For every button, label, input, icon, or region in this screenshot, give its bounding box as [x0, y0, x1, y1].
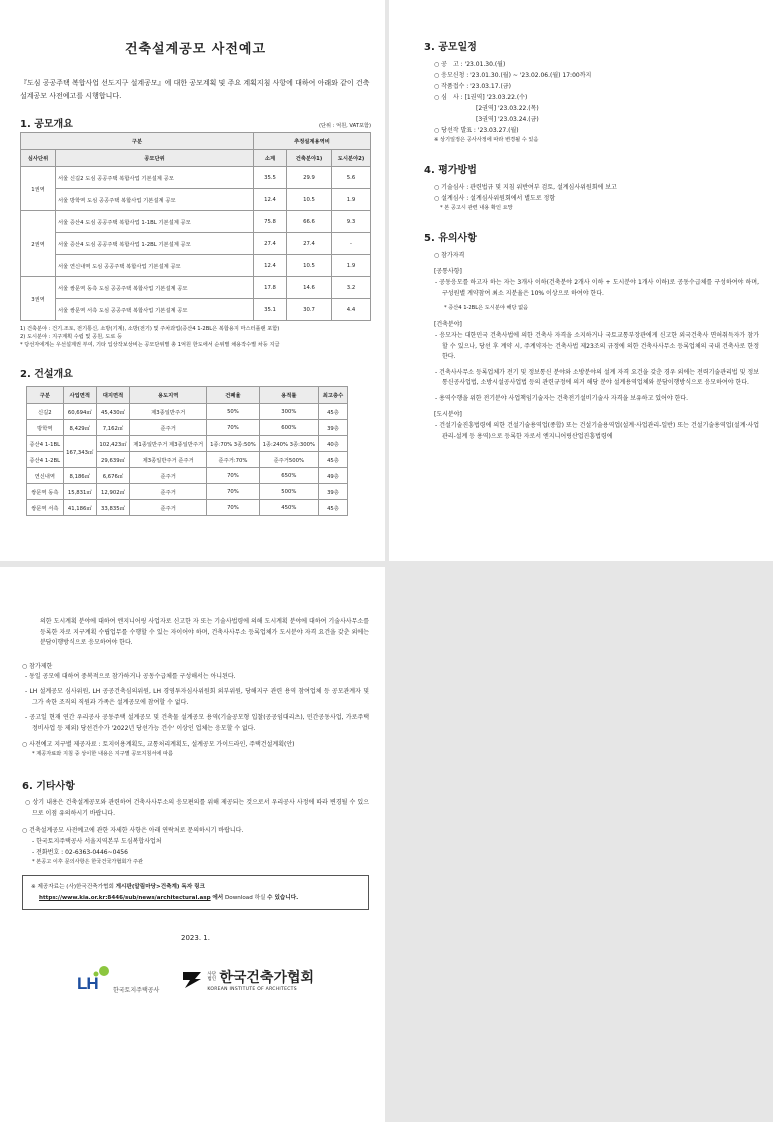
table-cell: 300% — [259, 404, 318, 420]
table-cell: 1권역 — [21, 167, 56, 211]
city-item: - 건설기술진흥법령에 의한 건설기술용역업(종합) 또는 건설기술용역업(설계·사업관리-일반) 또는 건설기술용역업(설계·사업관리-설계 등 용역)으로 등록한 자로서 엔지니어링산업진흥법령에 — [435, 422, 759, 440]
table-cell: 쌍문역 동측 — [27, 484, 64, 500]
table-cell: 제1종일반주거 제3종일반주거 — [130, 436, 207, 452]
ref-note: * 제공자료와 지침 중 상이한 내용은 지구별 공모지침서에 따름 — [32, 751, 174, 757]
table-row — [21, 277, 371, 299]
table-cell: 제3종일반주거 준주거 — [130, 452, 207, 468]
box-pre: ※ 제공자료는 (사)한국건축가협회 — [31, 884, 114, 890]
table-cell: 29,639㎡ — [96, 452, 129, 468]
eval-item: ○ 기술심사 : 관련법규 및 지침 위반여부 검토, 설계심사위원회에 보고 — [434, 184, 617, 191]
table-cell: 35.5 — [254, 167, 287, 189]
table-cell: 17.8 — [254, 277, 287, 299]
table-row — [27, 404, 348, 420]
th-group: 구분 — [21, 133, 254, 150]
table-cell: 준주거 — [130, 484, 207, 500]
table-cell: 연신내역 — [27, 468, 64, 484]
logos — [22, 964, 369, 994]
eval-note: * 본 공고시 관련 내용 확인 요망 — [440, 205, 513, 211]
table-cell: 66.6 — [287, 211, 332, 233]
table-row — [21, 211, 371, 233]
arch-item: - 용역수행을 위한 전기분야 사업책임기술자는 건축전기설비기술사 자격을 보유하고 있어야 한다. — [435, 394, 689, 402]
table-row — [21, 167, 371, 189]
table-cell: 70% — [207, 500, 259, 516]
table-row — [27, 468, 348, 484]
contact-line: - 한국토지주택공사 서울지역본부 도심복합사업처 — [32, 838, 162, 845]
table-cell: 신길2 — [27, 404, 64, 420]
table-cell: 서울 증산4 도심 공공주택 복합사업 1-1BL 기본설계 공모 — [56, 211, 254, 233]
th-c0: 구분 — [27, 387, 64, 404]
th-name: 공모단위 — [56, 150, 254, 167]
schedule-result: ○ 당선작 발표 : '23.03.27.(월) — [434, 127, 519, 134]
table-cell: 12.4 — [254, 189, 287, 211]
table-cell: 45층 — [319, 500, 348, 516]
table-cell: 준주거 — [130, 500, 207, 516]
arch-item: - 건축사사무소 등록업체가 전기 및 정보통신 분야와 소방분야의 설계 자격 요건을 갖춘 경우 외에는 전력기술관리법 및 정보통신공사업법, 소방시설공사업법 등의 관련규정에 의거 해당 분야 설계용역업체와 분담이행방식으로 응모하여야 한다. — [435, 368, 759, 386]
table-cell: 2권역 — [21, 211, 56, 277]
download-box — [22, 875, 369, 910]
page-2 — [389, 0, 773, 561]
schedule-item: ○ 응모신청 : '23.01.30.(월) ~ '23.02.06.(월) 17:00까지 — [434, 72, 592, 79]
limit-item: - LH 설계공모 심사위원, LH 공공건축심의위원, LH 경영투자심사위원회 외부위원, 당해지구 관련 용역 참여업체 등 공모관계자 및 그가 속한 조직의 직원과 가족은 설계공모에 참여할 수 없다. — [25, 688, 369, 706]
th-cost: 추정설계용역비 — [254, 133, 371, 150]
section-4-heading: 4. 평가방법 — [424, 165, 477, 176]
contact-line: - 전화번호 : 02-6363-0446~0456 — [32, 849, 128, 856]
ref-data: ○ 사전예고 지구별 제공자료 : 토지이용계획도, 교통처리계획도, 설계공모 가이드라인, 주택건설계획(안) — [22, 741, 295, 748]
page-3 — [0, 567, 385, 1122]
common-note: * 증산4 1-2BL은 도시분야 해당 없음 — [444, 305, 529, 311]
table-cell: 준주거500% — [259, 452, 318, 468]
table-cell: 1.9 — [332, 255, 371, 277]
table-cell: 7,162㎡ — [96, 420, 129, 436]
th-c3: 용도지역 — [130, 387, 207, 404]
table-cell: 39층 — [319, 420, 348, 436]
table-cell: 준주거 — [130, 420, 207, 436]
th-c4: 건폐율 — [207, 387, 259, 404]
table-row — [21, 299, 371, 321]
table-cell: 서울 증산4 도심 공공주택 복합사업 1-2BL 기본설계 공모 — [56, 233, 254, 255]
table-cell: 3.2 — [332, 277, 371, 299]
schedule-item: ○ 공 고 : '23.01.30.(월) — [434, 61, 506, 68]
table-cell: 쌍문역 서측 — [27, 500, 64, 516]
section-6-heading: 6. 기타사항 — [22, 781, 75, 792]
table-cell: 600% — [259, 420, 318, 436]
th-sum: 소계 — [254, 150, 287, 167]
table-cell: 650% — [259, 468, 318, 484]
table-cell: 서울 연신내역 도심 공공주택 복합사업 기본설계 공모 — [56, 255, 254, 277]
limit-item: - 공고일 현재 연간 우리공사 공동주택 설계공모 및 건축물 설계공모 용역(기술공모형 입찰(공공임대리츠), 민간공동사업, 가로주택정비사업 등 제외) 당선건수가 '2022년 당선가능 건수' 이상인 업체는 응모할 수 없다. — [25, 714, 369, 732]
unit-note: (단위 : 억원, VAT포함) — [319, 123, 371, 129]
schedule-judge-3: [3권역] '23.03.24.(금) — [476, 116, 539, 123]
schedule-note: ※ 상기일정은 공사사정에 따라 변경될 수 있음 — [434, 137, 539, 143]
table-notes — [20, 325, 371, 349]
table-cell: 서울 쌍문역 동측 도심 공공주택 복합사업 기본설계 공모 — [56, 277, 254, 299]
table-cell: 서울 방학역 도심 공공주택 복합사업 기본설계 공모 — [56, 189, 254, 211]
table-cell: 102,423㎡ — [96, 436, 129, 452]
common-heading: [공통사항] — [434, 268, 462, 275]
th-c5: 용적률 — [259, 387, 318, 404]
kia-logo — [181, 967, 314, 992]
note-1: 1) 건축분야 : 건기.조토, 전기통신, 소방(기계), 소방(전기) 및 주차과업(증산4 1-2BL은 복합용지 마스터플랜 포함) — [20, 326, 280, 332]
table-cell: 8,186㎡ — [63, 468, 96, 484]
city-heading: [도시분야] — [434, 411, 462, 418]
table-cell: - — [332, 233, 371, 255]
kia-name: 한국건축가협회 — [219, 969, 315, 986]
table-cell: 서울 신길2 도심 공공주택 복합사업 기본설계 공모 — [56, 167, 254, 189]
table-cell: 준주거 — [130, 468, 207, 484]
table-row — [27, 500, 348, 516]
schedule-item: ○ 심 사 : [1권역] '23.03.22.(수) — [434, 94, 528, 101]
table-cell: 75.8 — [254, 211, 287, 233]
section-2-heading: 2. 건설개요 — [20, 369, 73, 380]
table-cell: 45층 — [319, 452, 348, 468]
schedule-item: ○ 작품접수 : '23.03.17.(금) — [434, 83, 511, 90]
table-cell: 29.9 — [287, 167, 332, 189]
th-arch: 건축분야1) — [287, 150, 332, 167]
table-cell: 41,186㎡ — [63, 500, 96, 516]
lh-name: 한국토지주택공사 — [112, 987, 160, 994]
th-c6: 최고층수 — [319, 387, 348, 404]
table-cell: 4.4 — [332, 299, 371, 321]
limit-item: - 동일 공모에 대하여 중복적으로 참가하거나 공동수급체를 구성해서는 아니된다. — [25, 672, 236, 680]
box-post-1: 에서 — [212, 895, 224, 901]
table-cell: 9.3 — [332, 211, 371, 233]
doc-title: 건축설계공모 사전예고 — [124, 42, 267, 57]
lh-logo — [77, 964, 159, 994]
table-cell: 50% — [207, 404, 259, 420]
table-cell: 35.1 — [254, 299, 287, 321]
section-3-heading: 3. 공모일정 — [424, 42, 477, 53]
table-cell: 5.6 — [332, 167, 371, 189]
section-1-heading: 1. 공모개요 — [20, 119, 73, 130]
table-cell: 서울 쌍문역 서측 도심 공공주택 복합사업 기본설계 공모 — [56, 299, 254, 321]
table-cell: 증산4 1-2BL — [27, 452, 64, 468]
table-cell: 증산4 1-1BL — [27, 436, 64, 452]
table-cell: 33,835㎡ — [96, 500, 129, 516]
table-row — [27, 420, 348, 436]
eval-item: ○ 설계심사 : 설계심사위원회에서 별도로 정함 — [434, 195, 556, 202]
table-cell: 12.4 — [254, 255, 287, 277]
th-unit: 심사단위 — [21, 150, 56, 167]
th-c1: 사업면적 — [63, 387, 96, 404]
table-cell: 30.7 — [287, 299, 332, 321]
th-city: 도시분야2) — [332, 150, 371, 167]
competition-table — [20, 132, 371, 321]
table-cell: 70% — [207, 420, 259, 436]
kia-en: KOREAN INSTITUTE OF ARCHITECTS — [207, 986, 297, 992]
table-cell: 준주거:70% — [207, 452, 259, 468]
table-cell: 27.4 — [254, 233, 287, 255]
table-cell: 40층 — [319, 436, 348, 452]
table-cell: 27.4 — [287, 233, 332, 255]
table-cell: 8,429㎡ — [63, 420, 96, 436]
schedule-judge-2: [2권역] '23.03.22.(목) — [476, 105, 539, 112]
section-5-heading: 5. 유의사항 — [424, 233, 477, 244]
kia-prefix: 사단 법인 — [207, 971, 217, 982]
issue-date: 2023. 1. — [181, 934, 210, 942]
intro-text: 『도심 공공주택 복합사업 선도지구 설계공모』에 대한 공모계획 및 주요 계획지침 사항에 대하여 아래와 같이 건축설계공모 사전예고를 시행합니다. — [20, 79, 370, 100]
qual-heading: ○ 참가자격 — [434, 252, 465, 259]
table-cell: 39층 — [319, 484, 348, 500]
table-cell: 1.9 — [332, 189, 371, 211]
arch-item: - 응모자는 대한민국 건축사법에 의한 건축사 자격을 소지하거나 국토교통부장관에게 신고한 외국건축사 면허취득자가 참가할 수 있으나, 당선 후 계약 시, 주계약자는 건축사법 제23조의 규정에 의한 건축사사무소 등록업체의 국내 건축사로 한정한다. — [435, 332, 759, 360]
note-2: 2) 도시분야 : 지구계획 수립 및 공원, 도로 등 — [20, 334, 123, 340]
kia-emblem-icon — [181, 968, 203, 990]
table-cell: 15,831㎡ — [63, 484, 96, 500]
table-row — [21, 255, 371, 277]
table-cell: 167,343㎡ — [63, 436, 96, 468]
table-row — [27, 436, 348, 452]
table-cell: 60,694㎡ — [63, 404, 96, 420]
lh-mark: LH — [76, 974, 98, 993]
table-cell: 14.6 — [287, 277, 332, 299]
table-cell: 450% — [259, 500, 318, 516]
table-cell: 1종:240% 3종:300% — [259, 436, 318, 452]
city-continued: 의한 도시계획 분야에 대하여 엔지니어링 사업자로 신고한 자 또는 기술사법령에 의해 도시계획 분야에 대하여 기술사사무소를 등록한 자로 지구계획 수립업무를 수행할 수 있는 자이어야 하며, 건축사사무소 등록업체가 도시분야 자격 요건을 갖춘 외에는 분담이행방식으로 응모하여야 한다. — [40, 618, 369, 646]
table-cell: 1종:70% 3종:50% — [207, 436, 259, 452]
note-3: * 당선자에게는 우선설계권 부여, 기타 입상작보상비는 공모단위별 총 1억원 한도에서 순위별 채용작수별 차등 지급 — [20, 342, 280, 348]
table-cell: 45,430㎡ — [96, 404, 129, 420]
table-row — [21, 233, 371, 255]
table-cell: 제3종일반주거 — [130, 404, 207, 420]
arch-heading: [건축분야] — [434, 321, 462, 328]
table-row — [27, 484, 348, 500]
download-link[interactable]: https://www.kia.or.kr:8446/sub/news/architectural.asp — [39, 895, 211, 901]
table-row — [21, 189, 371, 211]
table-cell: 10.5 — [287, 189, 332, 211]
table-cell: 6,676㎡ — [96, 468, 129, 484]
table-cell: 500% — [259, 484, 318, 500]
table-cell: 70% — [207, 484, 259, 500]
construction-table — [26, 386, 348, 516]
table-cell: 49층 — [319, 468, 348, 484]
etc-para-1: ○ 상기 내용은 건축설계공모와 관련하여 건축사사무소의 응모편의를 위해 제공되는 것으로서 우리공사 사정에 따라 변경될 수 있으므로 이점 유의하시기 바랍니다. — [25, 799, 369, 817]
contact-note: * 본공고 이후 문의사항은 한국건국가협회가 주관 — [32, 859, 144, 865]
table-cell: 70% — [207, 468, 259, 484]
common-item: - 공동응모를 하고자 하는 자는 3개사 이하(건축분야 2개사 이하 + 도시분야 1개사 이하)로 공동수급체를 구성하여야 하며, 구성원별 계약참여 최소 지분율은 10% 이상으로 하여야 한다. — [435, 279, 759, 297]
etc-para-2: ○ 건축설계공모 사전예고에 관한 자세한 사항은 아래 연락처로 문의하시기 바랍니다. — [22, 827, 244, 834]
table-cell: 10.5 — [287, 255, 332, 277]
table-cell: 방학역 — [27, 420, 64, 436]
page-1 — [0, 0, 385, 561]
box-post-3: 수 있습니다. — [267, 895, 299, 901]
box-bold: 게시판(알림마당>건축계) 독자 링크 — [115, 884, 205, 890]
table-cell: 45층 — [319, 404, 348, 420]
table-cell: 3권역 — [21, 277, 56, 321]
table-cell: 12,902㎡ — [96, 484, 129, 500]
th-c2: 대지면적 — [96, 387, 129, 404]
limit-heading: ○ 참가제한 — [22, 662, 53, 670]
box-post-2: Download 하실 — [224, 895, 266, 901]
